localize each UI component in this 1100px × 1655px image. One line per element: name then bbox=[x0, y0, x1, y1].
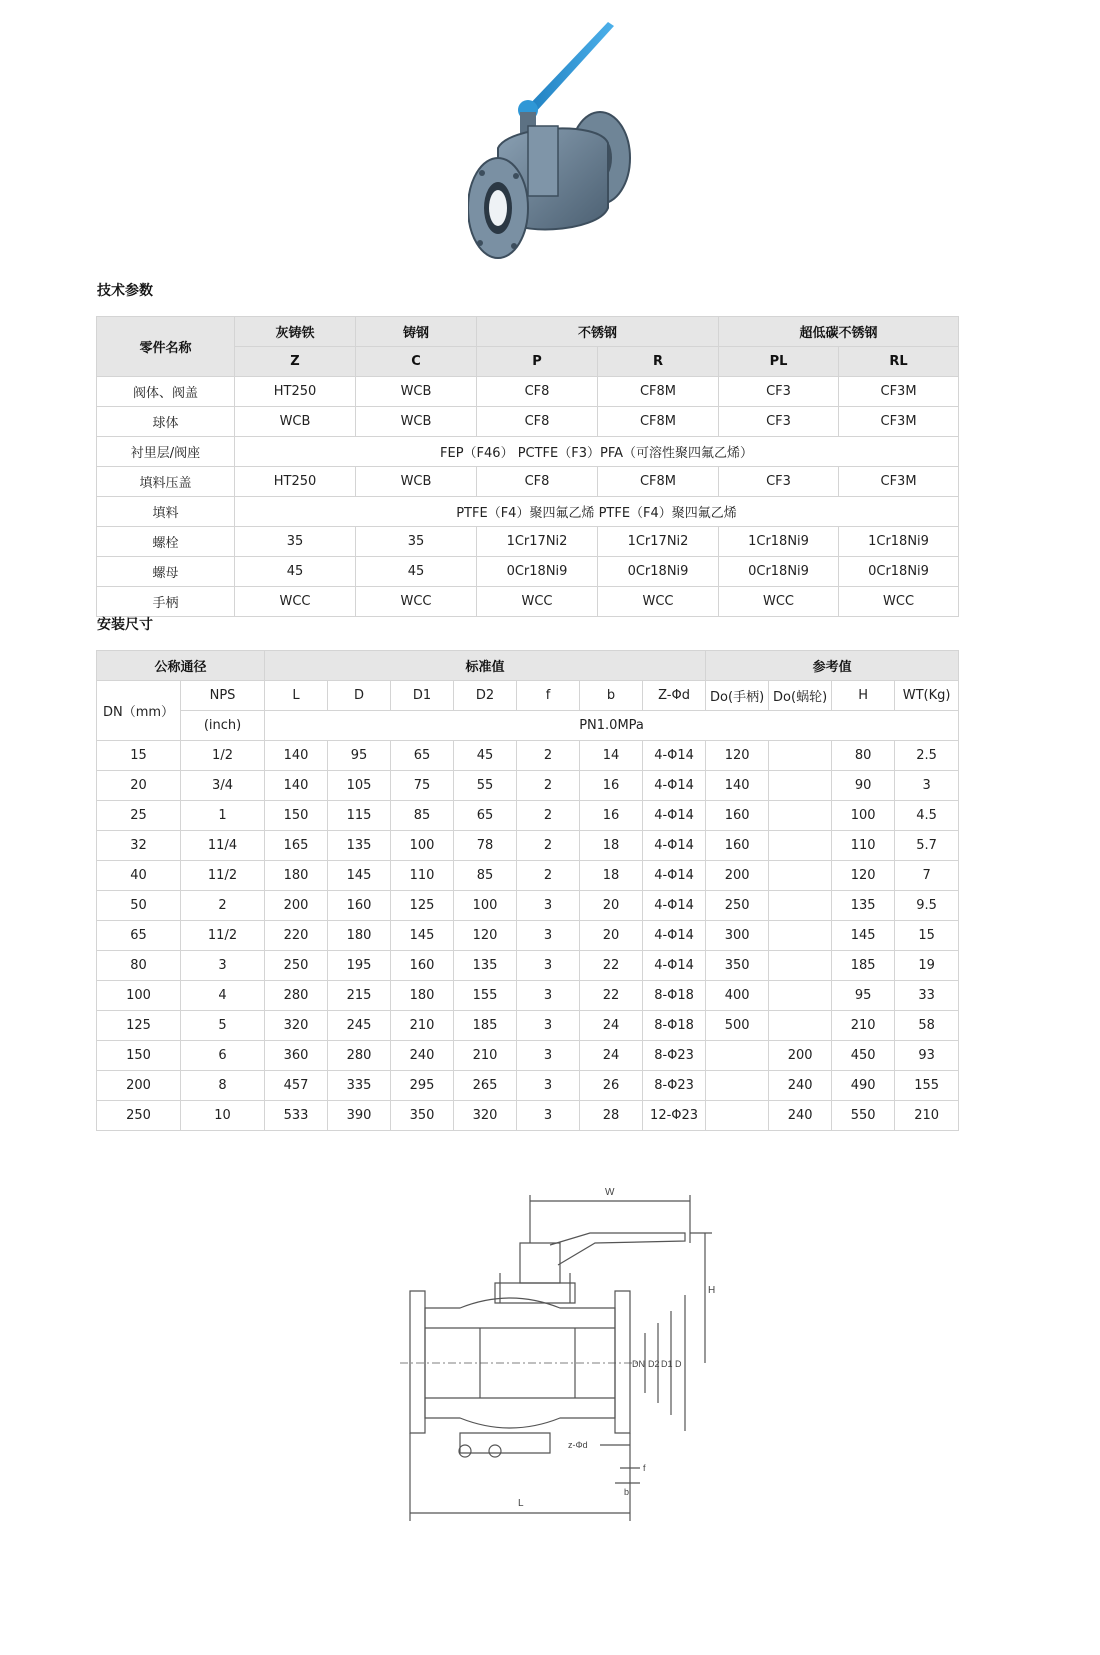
dim-label-d2: D2 bbox=[648, 1359, 660, 1369]
material-cell: CF8M bbox=[598, 467, 719, 497]
dimension-cell: 2 bbox=[181, 891, 265, 921]
dimension-cell: 550 bbox=[832, 1101, 895, 1131]
dimension-cell: 120 bbox=[832, 861, 895, 891]
dimension-cell: 3 bbox=[517, 891, 580, 921]
material-cell: WCC bbox=[356, 587, 477, 617]
group-header: 超低碳不锈钢 bbox=[719, 317, 959, 347]
install-dims-body bbox=[97, 741, 959, 1131]
dimension-cell: 1 bbox=[181, 801, 265, 831]
dimension-cell: 135 bbox=[328, 831, 391, 861]
dimension-cell: 180 bbox=[328, 921, 391, 951]
material-cell: WCC bbox=[598, 587, 719, 617]
dimension-cell: 90 bbox=[832, 771, 895, 801]
dimension-row bbox=[97, 741, 959, 771]
tech-row bbox=[97, 497, 959, 527]
install-dims-table bbox=[96, 650, 959, 1131]
tech-row bbox=[97, 437, 959, 467]
dimension-cell: 24 bbox=[580, 1011, 643, 1041]
material-cell: CF3M bbox=[839, 467, 959, 497]
dimension-cell: 145 bbox=[391, 921, 454, 951]
dimension-cell: 110 bbox=[832, 831, 895, 861]
material-cell: WCC bbox=[235, 587, 356, 617]
dim-label-d: D bbox=[675, 1359, 682, 1369]
tech-row bbox=[97, 587, 959, 617]
material-cell: HT250 bbox=[235, 467, 356, 497]
dimension-cell: 32 bbox=[97, 831, 181, 861]
part-name-cell: 球体 bbox=[97, 407, 235, 437]
material-span-cell: PTFE（F4）聚四氟乙烯 PTFE（F4）聚四氟乙烯 bbox=[235, 497, 959, 527]
material-cell: WCB bbox=[356, 467, 477, 497]
dimension-cell: 4-Φ14 bbox=[643, 831, 706, 861]
code-header: PL bbox=[719, 347, 839, 377]
material-cell: CF3 bbox=[719, 467, 839, 497]
material-cell: 1Cr18Ni9 bbox=[719, 527, 839, 557]
dimension-row bbox=[97, 981, 959, 1011]
dimension-cell: 300 bbox=[706, 921, 769, 951]
dimension-cell: 115 bbox=[328, 801, 391, 831]
dimension-cell: 457 bbox=[265, 1071, 328, 1101]
dimension-cell: 55 bbox=[454, 771, 517, 801]
dimension-cell: 135 bbox=[454, 951, 517, 981]
material-cell: 0Cr18Ni9 bbox=[839, 557, 959, 587]
dimension-cell: 95 bbox=[832, 981, 895, 1011]
dimension-cell bbox=[769, 921, 832, 951]
material-cell: 35 bbox=[235, 527, 356, 557]
dimension-cell: 10 bbox=[181, 1101, 265, 1131]
dimension-cell: 210 bbox=[454, 1041, 517, 1071]
dimension-row bbox=[97, 921, 959, 951]
dimension-cell: 490 bbox=[832, 1071, 895, 1101]
dimension-cell: 180 bbox=[391, 981, 454, 1011]
dimension-cell bbox=[769, 741, 832, 771]
dn-header: DN（mm） bbox=[97, 681, 181, 741]
dimension-cell: 350 bbox=[706, 951, 769, 981]
dimension-cell: 140 bbox=[706, 771, 769, 801]
dimension-row bbox=[97, 891, 959, 921]
dimension-cell: 210 bbox=[391, 1011, 454, 1041]
dimension-cell: 25 bbox=[97, 801, 181, 831]
material-cell: 35 bbox=[356, 527, 477, 557]
dimension-cell: 3 bbox=[517, 921, 580, 951]
material-cell: WCC bbox=[839, 587, 959, 617]
dimension-cell: 280 bbox=[328, 1041, 391, 1071]
dimension-cell: 4-Φ14 bbox=[643, 771, 706, 801]
nominal-group-header: 公称通径 bbox=[97, 651, 265, 681]
part-name-cell: 填料压盖 bbox=[97, 467, 235, 497]
dimension-cell: 5 bbox=[181, 1011, 265, 1041]
dimension-cell: 240 bbox=[391, 1041, 454, 1071]
dimension-cell: 6 bbox=[181, 1041, 265, 1071]
dimension-cell: 110 bbox=[391, 861, 454, 891]
code-header: C bbox=[356, 347, 477, 377]
dimension-cell: 185 bbox=[832, 951, 895, 981]
dimension-cell: 250 bbox=[97, 1101, 181, 1131]
dim-label-zd: z-Φd bbox=[568, 1440, 588, 1450]
dimension-cell: 58 bbox=[895, 1011, 959, 1041]
dim-label-f: f bbox=[643, 1463, 646, 1473]
dimension-cell: 135 bbox=[832, 891, 895, 921]
reference-group-header: 参考值 bbox=[706, 651, 959, 681]
dimension-cell: 28 bbox=[580, 1101, 643, 1131]
dimension-cell: 320 bbox=[454, 1101, 517, 1131]
dimension-cell: 120 bbox=[454, 921, 517, 951]
col-header: Z-Φd bbox=[643, 681, 706, 711]
dimension-cell: 7 bbox=[895, 861, 959, 891]
dimension-cell: 16 bbox=[580, 801, 643, 831]
dimension-cell: 200 bbox=[265, 891, 328, 921]
group-header: 铸钢 bbox=[356, 317, 477, 347]
dimension-cell: 18 bbox=[580, 831, 643, 861]
dimension-cell: 2 bbox=[517, 861, 580, 891]
dimension-cell: 3 bbox=[895, 771, 959, 801]
material-cell: HT250 bbox=[235, 377, 356, 407]
dimension-cell: 20 bbox=[97, 771, 181, 801]
dimension-cell: 4-Φ14 bbox=[643, 891, 706, 921]
dimension-cell: 22 bbox=[580, 981, 643, 1011]
part-name-cell: 填料 bbox=[97, 497, 235, 527]
dimension-row bbox=[97, 1101, 959, 1131]
dimension-cell: 450 bbox=[832, 1041, 895, 1071]
dim-label-w: W bbox=[605, 1187, 615, 1198]
code-header: Z bbox=[235, 347, 356, 377]
dimension-cell: 80 bbox=[832, 741, 895, 771]
dimension-cell bbox=[706, 1071, 769, 1101]
dimension-cell: 4-Φ14 bbox=[643, 801, 706, 831]
dimension-cell: 125 bbox=[391, 891, 454, 921]
dimension-cell: 533 bbox=[265, 1101, 328, 1131]
dimension-cell: 500 bbox=[706, 1011, 769, 1041]
dimension-cell: 400 bbox=[706, 981, 769, 1011]
part-name-cell: 手柄 bbox=[97, 587, 235, 617]
tech-row bbox=[97, 557, 959, 587]
dimension-cell: 15 bbox=[97, 741, 181, 771]
col-header: Do(手柄) bbox=[706, 681, 769, 711]
col-header: f bbox=[517, 681, 580, 711]
dimension-cell bbox=[769, 861, 832, 891]
dimension-cell: 3 bbox=[181, 951, 265, 981]
dimension-cell: 15 bbox=[895, 921, 959, 951]
code-header: P bbox=[477, 347, 598, 377]
tech-params-title: 技术参数 bbox=[97, 283, 153, 299]
dimension-cell: 180 bbox=[265, 861, 328, 891]
dimension-row bbox=[97, 1071, 959, 1101]
dimension-cell: 100 bbox=[454, 891, 517, 921]
dimension-cell: 8 bbox=[181, 1071, 265, 1101]
material-cell: 45 bbox=[356, 557, 477, 587]
dimension-cell: 19 bbox=[895, 951, 959, 981]
dimension-cell: 65 bbox=[391, 741, 454, 771]
dimension-cell: 24 bbox=[580, 1041, 643, 1071]
material-cell: CF8 bbox=[477, 467, 598, 497]
dimension-cell: 95 bbox=[328, 741, 391, 771]
dimension-cell: 160 bbox=[328, 891, 391, 921]
tech-row bbox=[97, 407, 959, 437]
dimension-cell: 75 bbox=[391, 771, 454, 801]
dimension-cell: 85 bbox=[391, 801, 454, 831]
dim-label-l: L bbox=[518, 1498, 524, 1509]
dimension-cell bbox=[769, 1011, 832, 1041]
dimension-cell: 78 bbox=[454, 831, 517, 861]
dimension-cell: 240 bbox=[769, 1071, 832, 1101]
material-cell: CF8 bbox=[477, 377, 598, 407]
dimension-cell: 20 bbox=[580, 921, 643, 951]
dimension-cell: 11/4 bbox=[181, 831, 265, 861]
dimension-cell: 65 bbox=[454, 801, 517, 831]
dimension-cell bbox=[769, 801, 832, 831]
material-cell: WCB bbox=[356, 377, 477, 407]
col-header: D1 bbox=[391, 681, 454, 711]
dimension-cell: 8-Φ23 bbox=[643, 1071, 706, 1101]
dimension-cell: 65 bbox=[97, 921, 181, 951]
part-name-cell: 阀体、阀盖 bbox=[97, 377, 235, 407]
material-cell: 0Cr18Ni9 bbox=[598, 557, 719, 587]
dimension-cell: 220 bbox=[265, 921, 328, 951]
dimension-cell: 215 bbox=[328, 981, 391, 1011]
dimension-cell: 250 bbox=[706, 891, 769, 921]
dimension-cell: 295 bbox=[391, 1071, 454, 1101]
dimension-cell: 150 bbox=[97, 1041, 181, 1071]
dimension-cell: 140 bbox=[265, 741, 328, 771]
dimension-cell: 11/2 bbox=[181, 921, 265, 951]
material-cell: CF3M bbox=[839, 407, 959, 437]
dimension-cell: 45 bbox=[454, 741, 517, 771]
dimension-cell: 93 bbox=[895, 1041, 959, 1071]
dimension-cell: 200 bbox=[97, 1071, 181, 1101]
nps-unit: (inch) bbox=[181, 711, 265, 741]
dimension-cell: 105 bbox=[328, 771, 391, 801]
dimension-row bbox=[97, 1041, 959, 1071]
dimension-cell: 12-Φ23 bbox=[643, 1101, 706, 1131]
dimension-cell: 3 bbox=[517, 1101, 580, 1131]
dimension-cell: 8-Φ18 bbox=[643, 1011, 706, 1041]
dimension-cell: 350 bbox=[391, 1101, 454, 1131]
material-cell: CF8 bbox=[477, 407, 598, 437]
dimension-cell: 155 bbox=[895, 1071, 959, 1101]
dimension-cell: 165 bbox=[265, 831, 328, 861]
material-cell: CF3M bbox=[839, 377, 959, 407]
dimension-cell: 140 bbox=[265, 771, 328, 801]
dimension-cell: 50 bbox=[97, 891, 181, 921]
dimension-cell: 2 bbox=[517, 801, 580, 831]
dimension-cell: 320 bbox=[265, 1011, 328, 1041]
tech-params-table bbox=[96, 316, 959, 617]
dimension-cell: 360 bbox=[265, 1041, 328, 1071]
dimension-cell: 3 bbox=[517, 1041, 580, 1071]
dimension-cell: 4-Φ14 bbox=[643, 741, 706, 771]
dimension-cell: 3 bbox=[517, 981, 580, 1011]
dimension-cell: 200 bbox=[769, 1041, 832, 1071]
dim-label-d1: D1 bbox=[661, 1359, 673, 1369]
dimension-cell: 155 bbox=[454, 981, 517, 1011]
dimension-cell bbox=[706, 1101, 769, 1131]
standard-group-header: 标准值 bbox=[265, 651, 706, 681]
dimension-cell: 2.5 bbox=[895, 741, 959, 771]
dimension-cell: 100 bbox=[832, 801, 895, 831]
dimension-row bbox=[97, 951, 959, 981]
dimension-cell: 4 bbox=[181, 981, 265, 1011]
dim-label-b: b bbox=[624, 1487, 630, 1497]
nps-header: NPS bbox=[181, 681, 265, 711]
material-cell: WCB bbox=[235, 407, 356, 437]
dimension-cell bbox=[769, 771, 832, 801]
dimension-cell: 145 bbox=[832, 921, 895, 951]
dimension-cell bbox=[769, 951, 832, 981]
dimension-row bbox=[97, 861, 959, 891]
dimension-cell: 20 bbox=[580, 891, 643, 921]
dimension-cell: 185 bbox=[454, 1011, 517, 1041]
part-name-cell: 衬里层/阀座 bbox=[97, 437, 235, 467]
dimension-cell: 2 bbox=[517, 771, 580, 801]
dimension-cell: 160 bbox=[706, 831, 769, 861]
col-header: D2 bbox=[454, 681, 517, 711]
dimension-cell: 11/2 bbox=[181, 861, 265, 891]
col-header: D bbox=[328, 681, 391, 711]
dimension-cell: 245 bbox=[328, 1011, 391, 1041]
material-cell: WCC bbox=[719, 587, 839, 617]
dimension-cell: 120 bbox=[706, 741, 769, 771]
dimension-cell: 210 bbox=[895, 1101, 959, 1131]
dimension-cell: 145 bbox=[328, 861, 391, 891]
material-cell: CF3 bbox=[719, 377, 839, 407]
dimension-cell: 16 bbox=[580, 771, 643, 801]
col-header: Do(蜗轮) bbox=[769, 681, 832, 711]
dimension-cell: 22 bbox=[580, 951, 643, 981]
code-header: RL bbox=[839, 347, 959, 377]
dimension-cell: 40 bbox=[97, 861, 181, 891]
dimension-cell: 3 bbox=[517, 1011, 580, 1041]
group-header: 不锈钢 bbox=[477, 317, 719, 347]
dimension-cell: 26 bbox=[580, 1071, 643, 1101]
dimension-cell: 3 bbox=[517, 1071, 580, 1101]
dimension-cell: 125 bbox=[97, 1011, 181, 1041]
material-cell: CF3 bbox=[719, 407, 839, 437]
dimension-row bbox=[97, 1011, 959, 1041]
dimension-cell: 33 bbox=[895, 981, 959, 1011]
dimension-cell: 80 bbox=[97, 951, 181, 981]
material-cell: 1Cr17Ni2 bbox=[477, 527, 598, 557]
dimension-cell: 2 bbox=[517, 741, 580, 771]
part-name-header: 零件名称 bbox=[97, 317, 235, 377]
dimension-cell: 4.5 bbox=[895, 801, 959, 831]
dimension-cell: 2 bbox=[517, 831, 580, 861]
tech-row bbox=[97, 377, 959, 407]
dimension-cell: 250 bbox=[265, 951, 328, 981]
material-cell: 1Cr18Ni9 bbox=[839, 527, 959, 557]
material-cell: WCC bbox=[477, 587, 598, 617]
dimension-cell: 1/2 bbox=[181, 741, 265, 771]
dimension-cell: 8-Φ23 bbox=[643, 1041, 706, 1071]
dimension-cell: 18 bbox=[580, 861, 643, 891]
material-cell: CF8M bbox=[598, 377, 719, 407]
dimension-cell: 8-Φ18 bbox=[643, 981, 706, 1011]
dimension-cell: 160 bbox=[706, 801, 769, 831]
dimension-cell: 14 bbox=[580, 741, 643, 771]
material-cell: 0Cr18Ni9 bbox=[477, 557, 598, 587]
dimension-cell: 160 bbox=[391, 951, 454, 981]
dimension-row bbox=[97, 801, 959, 831]
dimension-cell: 335 bbox=[328, 1071, 391, 1101]
part-name-cell: 螺栓 bbox=[97, 527, 235, 557]
dimension-row bbox=[97, 831, 959, 861]
dimension-cell: 100 bbox=[97, 981, 181, 1011]
dimension-cell: 3/4 bbox=[181, 771, 265, 801]
part-name-cell: 螺母 bbox=[97, 557, 235, 587]
material-cell: 0Cr18Ni9 bbox=[719, 557, 839, 587]
dimension-cell bbox=[769, 891, 832, 921]
dimension-cell: 200 bbox=[706, 861, 769, 891]
dimension-cell: 3 bbox=[517, 951, 580, 981]
col-header: L bbox=[265, 681, 328, 711]
dimension-cell bbox=[706, 1041, 769, 1071]
dimension-cell bbox=[769, 981, 832, 1011]
dimension-cell: 4-Φ14 bbox=[643, 951, 706, 981]
dimension-cell: 210 bbox=[832, 1011, 895, 1041]
dimension-cell: 100 bbox=[391, 831, 454, 861]
tech-row bbox=[97, 527, 959, 557]
tech-params-body bbox=[97, 377, 959, 617]
dimension-cell: 5.7 bbox=[895, 831, 959, 861]
dim-label-dn: DN bbox=[632, 1359, 645, 1369]
material-cell: WCB bbox=[356, 407, 477, 437]
material-cell: 45 bbox=[235, 557, 356, 587]
material-span-cell: FEP（F46） PCTFE（F3）PFA（可溶性聚四氟乙烯） bbox=[235, 437, 959, 467]
install-dims-title: 安装尺寸 bbox=[97, 617, 153, 633]
dimension-cell: 85 bbox=[454, 861, 517, 891]
col-header: H bbox=[832, 681, 895, 711]
dimension-cell: 240 bbox=[769, 1101, 832, 1131]
dimension-cell: 150 bbox=[265, 801, 328, 831]
group-header: 灰铸铁 bbox=[235, 317, 356, 347]
dimension-cell: 265 bbox=[454, 1071, 517, 1101]
dimension-cell: 280 bbox=[265, 981, 328, 1011]
valve-dimension-drawing bbox=[400, 1183, 740, 1528]
code-header: R bbox=[598, 347, 719, 377]
dimension-cell: 9.5 bbox=[895, 891, 959, 921]
dimension-cell: 4-Φ14 bbox=[643, 921, 706, 951]
dim-label-h: H bbox=[708, 1285, 716, 1296]
product-photo bbox=[468, 8, 668, 288]
material-cell: 1Cr17Ni2 bbox=[598, 527, 719, 557]
pressure-label: PN1.0MPa bbox=[265, 711, 959, 741]
dimension-row bbox=[97, 771, 959, 801]
dimension-cell: 390 bbox=[328, 1101, 391, 1131]
tech-row bbox=[97, 467, 959, 497]
material-cell: CF8M bbox=[598, 407, 719, 437]
dimension-cell bbox=[769, 831, 832, 861]
col-header: b bbox=[580, 681, 643, 711]
dimension-cell: 195 bbox=[328, 951, 391, 981]
col-header: WT(Kg) bbox=[895, 681, 959, 711]
dimension-cell: 4-Φ14 bbox=[643, 861, 706, 891]
